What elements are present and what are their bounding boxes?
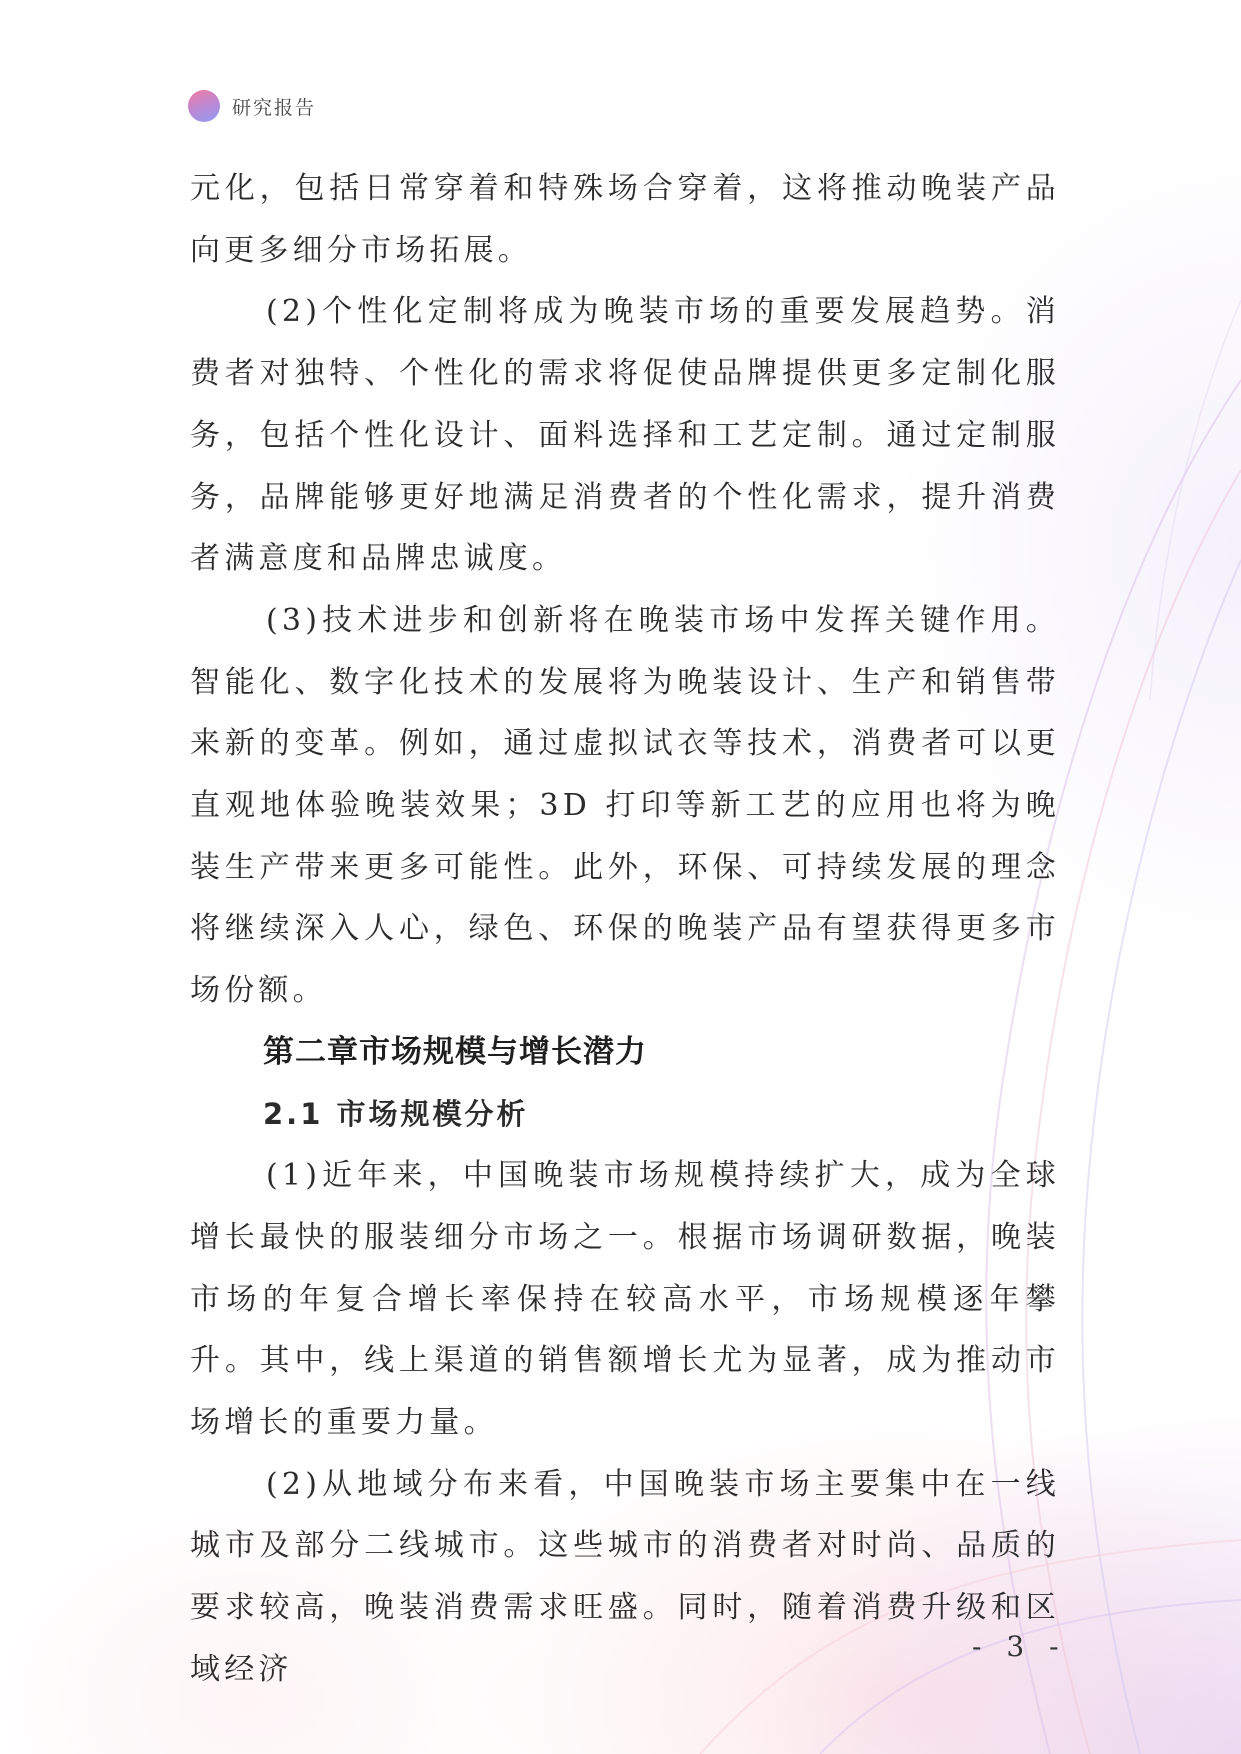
section-title: 2.1 市场规模分析 (263, 1096, 529, 1131)
chapter-title: 第二章市场规模与增长潜力 (263, 1033, 647, 1070)
body-paragraph: 元化，包括日常穿着和特殊场合穿着，这将推动晚装产品向更多细分市场拓展。 (190, 171, 1060, 268)
document-header (188, 88, 316, 124)
header-title: 研究报告 (232, 96, 317, 119)
report-logo-icon (188, 90, 220, 122)
body-paragraph: (1)近年来，中国晚装市场规模持续扩大，成为全球增长最快的服装细分市场之一。根据市场调研数据，晚装市场的年复合增长率保持在较高水平，市场规模逐年攀升。其中，线上渠道的销售额增长尤为显著，成为推动市场增长的重要力量。 (190, 1158, 1060, 1441)
body-paragraph: (3)技术进步和创新将在晚装市场中发挥关键作用。智能化、数字化技术的发展将为晚装设计、生产和销售带来新的变革。例如，通过虚拟试衣等技术，消费者可以更直观地体验晚装效果；3D 打印等新工艺的应用也将为晚装生产带来更多可能性。此外，环保、可持续发展的理念将继续深入人心，绿色、环保的晚装产品有望获得更多市场份额。 (190, 602, 1060, 1009)
body-paragraph: (2)从地域分布来看，中国晚装市场主要集中在一线城市及部分二线城市。这些城市的消费者对时尚、品质的要求较高，晚装消费需求旺盛。同时，随着消费升级和区域经济 (190, 1466, 1060, 1687)
body-paragraph: (2)个性化定制将成为晚装市场的重要发展趋势。消费者对独特、个性化的需求将促使品牌提供更多定制化服务，包括个性化设计、面料选择和工艺定制。通过定制服务，品牌能够更好地满足消费者的个性化需求，提升消费者满意度和品牌忠诚度。 (190, 294, 1060, 577)
document-body (190, 158, 1060, 1701)
page-number: - 3 - (972, 1630, 1067, 1663)
